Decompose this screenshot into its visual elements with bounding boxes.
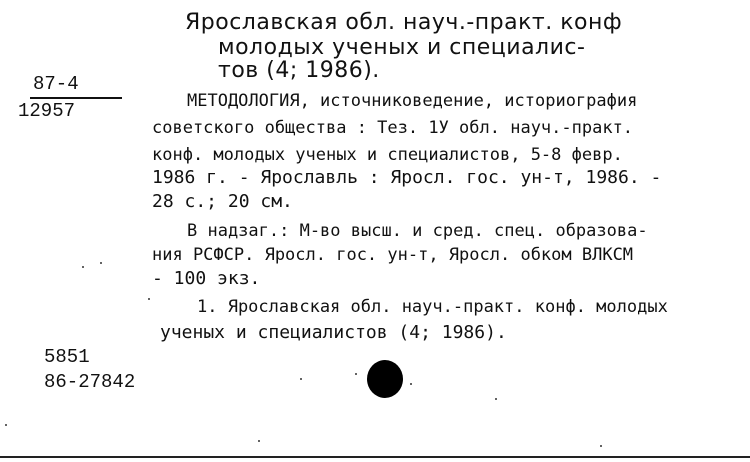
body-line-2: советского общества : Тез. 1У обл. науч.-практ.: [152, 118, 634, 138]
subject-heading-line-1: 1. Ярославская обл. науч.-практ. конф. молодых: [197, 297, 668, 317]
speck: [300, 378, 302, 380]
body-line-1: МЕТОДОЛОГИЯ, источниковедение, историография: [187, 91, 638, 111]
body-line-7: ния РСФСР. Яросл. гос. ун-т, Яросл. обком ВЛКСМ: [152, 245, 634, 265]
speck: [495, 398, 497, 400]
body-line-5: 28 с.; 20 см.: [152, 191, 293, 212]
handwritten-heading-line-3: тов (4; 1986).: [218, 58, 380, 83]
call-number-bottom: 12957: [18, 100, 76, 122]
speck: [258, 440, 260, 442]
control-number: 86-27842: [44, 371, 136, 393]
handwritten-heading-line-1: Ярославская обл. науч.-практ. конф: [185, 10, 623, 35]
speck: [82, 266, 84, 268]
card-bottom-edge: [0, 456, 750, 458]
speck: [100, 262, 102, 264]
accession-number: 5851: [44, 346, 90, 368]
body-line-4: 1986 г. - Ярославль : Яросл. гос. ун-т, 1986. -: [152, 167, 662, 188]
call-number-divider: [30, 97, 122, 99]
subject-heading-line-2: ученых и специалистов (4; 1986).: [160, 322, 507, 343]
speck: [355, 373, 357, 375]
handwritten-heading-line-2: молодых ученых и специалис-: [218, 35, 586, 60]
speck: [148, 298, 150, 300]
body-line-3: конф. молодых ученых и специалистов, 5-8 февр.: [152, 145, 623, 165]
body-line-8: - 100 экз.: [152, 268, 261, 289]
speck: [410, 383, 412, 385]
speck: [5, 424, 7, 426]
body-line-6: В надзаг.: М-во высш. и сред. спец. образова-: [187, 221, 648, 241]
speck: [600, 445, 602, 447]
punch-hole: [367, 360, 403, 398]
call-number-top: 87-4: [33, 73, 79, 95]
